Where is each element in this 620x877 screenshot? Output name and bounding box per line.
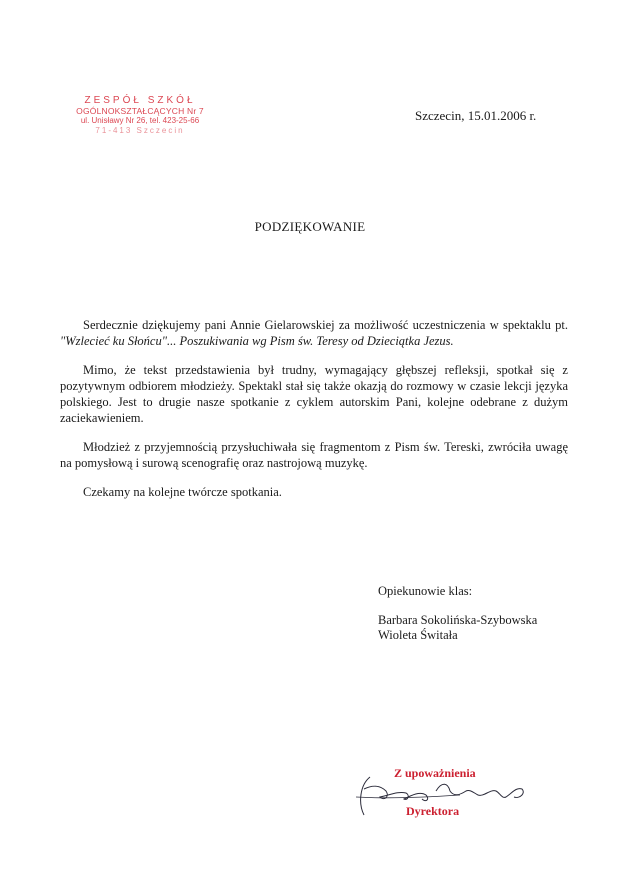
paragraph-4: Czekamy na kolejne twórcze spotkania. bbox=[83, 485, 282, 499]
paragraph-1 bbox=[60, 317, 568, 349]
stamp-line-4: 71-413 Szczecin bbox=[95, 126, 185, 135]
performance-title: "Wzlecieć ku Słońcu"... Poszukiwania wg Pism św. Teresy od Dzieciątka Jezus. bbox=[60, 334, 454, 348]
stamp-line-3: ul. Unisławy Nr 26, tel. 423-25-66 bbox=[80, 116, 200, 125]
signatory-1: Barbara Sokolińska-Szybowska bbox=[378, 613, 538, 627]
stamp-line-1: ZESPÓŁ SZKÓŁ bbox=[84, 95, 196, 106]
paragraph-1-text: Serdecznie dziękujemy pani Annie Gielarowskiej za możliwość uczestniczenia w spektaklu pt. bbox=[83, 318, 568, 332]
letter-body bbox=[60, 317, 568, 513]
paragraph-3: Młodzież z przyjemnością przysłuchiwała się fragmentom z Pism św. Tereski, zwróciła uwagę na pomysłową i surową scenografię oraz nastrojową muzykę. bbox=[60, 440, 568, 470]
school-stamp bbox=[60, 96, 220, 136]
signature-block bbox=[378, 584, 537, 643]
letter-title: PODZIĘKOWANIE bbox=[254, 219, 366, 234]
signature-label: Opiekunowie klas: bbox=[378, 584, 473, 598]
authorization-line-1: Z upoważnienia bbox=[394, 766, 476, 780]
signatory-2: Wioleta Świtała bbox=[378, 628, 458, 642]
authorization-block bbox=[350, 755, 540, 825]
paragraph-2: Mimo, że tekst przedstawienia był trudny, wymagający głębszej refleksji, spotkał się z pozytywnym odbiorem młodzieży. Spektakl stał się także okazją do rozmowy w czasie lekcji języka polskiego. Jest to drugie nasze spotkanie z cyklem autorskim Pani, kolejne odebrane z dużym zaciekawieniem. bbox=[60, 363, 568, 425]
stamp-line-2: OGÓLNOKSZTAŁCĄCYCH Nr 7 bbox=[76, 106, 204, 116]
letter-date: Szczecin, 15.01.2006 r. bbox=[415, 108, 537, 123]
authorization-line-2: Dyrektora bbox=[406, 804, 460, 818]
